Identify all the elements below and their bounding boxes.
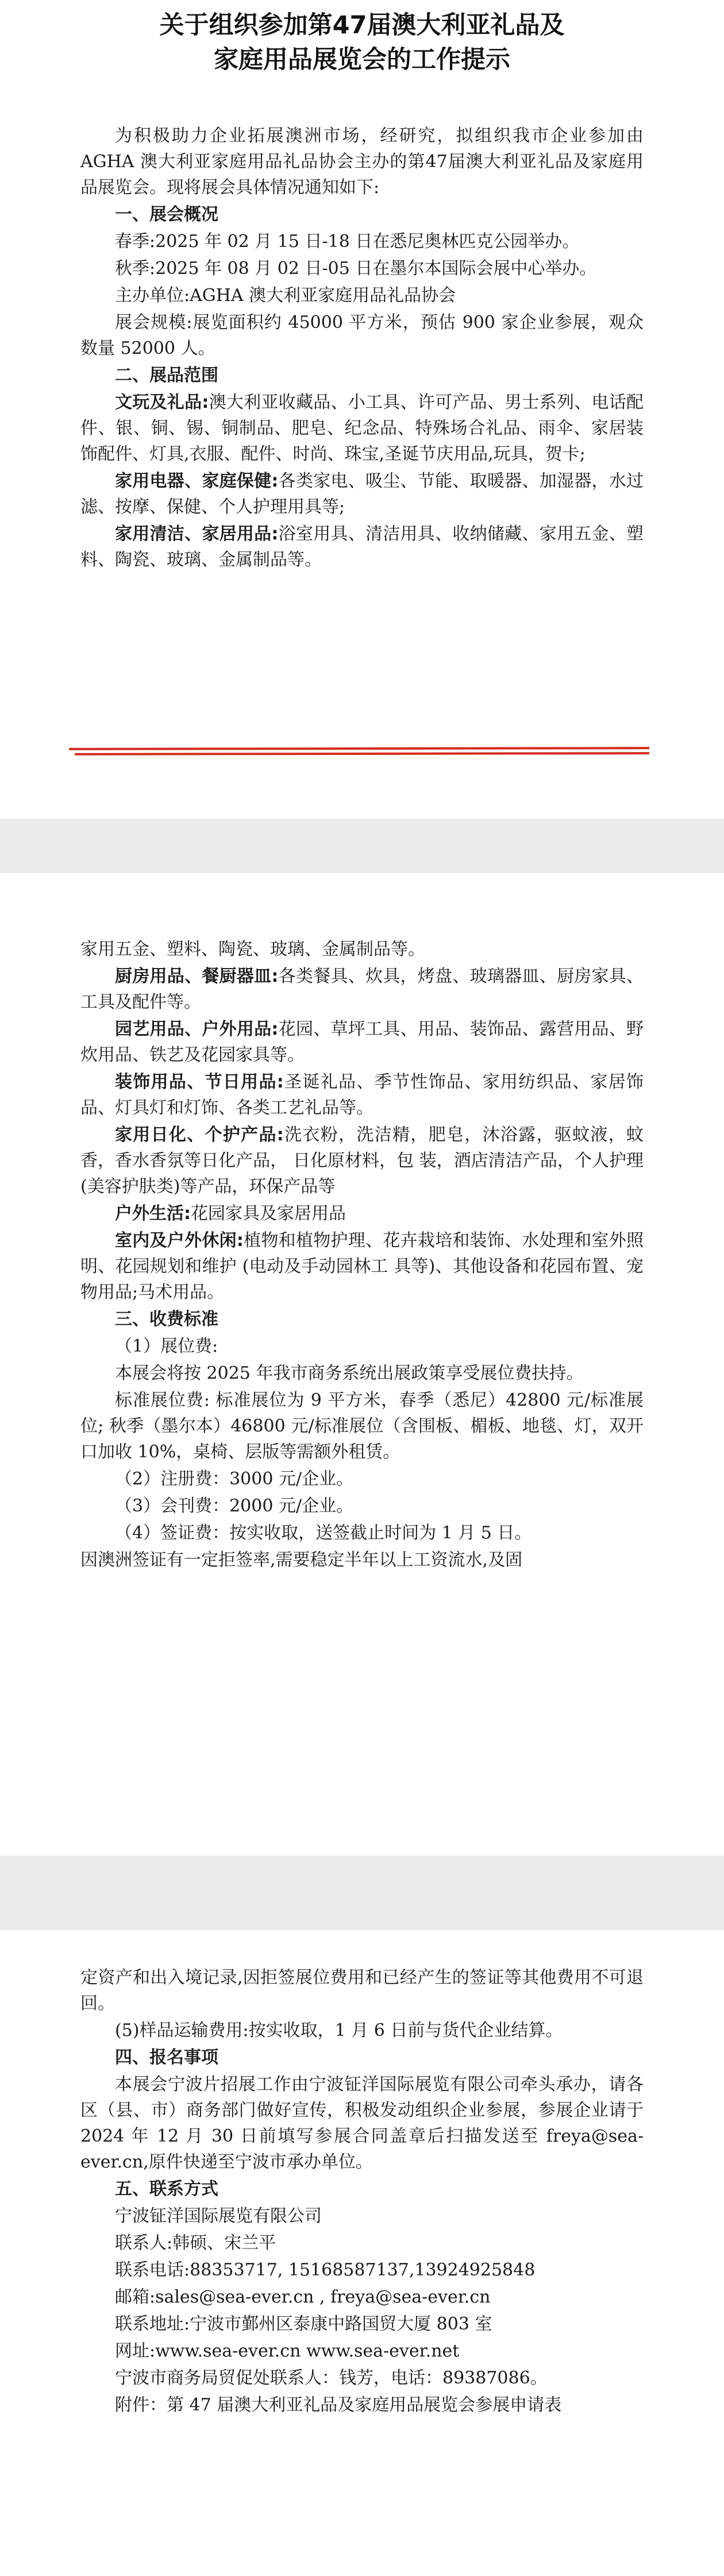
- exhibit-label: 家用清洁、家居用品:: [115, 524, 279, 544]
- registration-text: 本展会宁波片招展工作由宁波钲洋国际展览有限公司牵头承办，请各区（县、市）商务部门做好宣传，积极发动组织企业参展，参展企业请于 2024 年 12 月 30 日前填写参展合同盖章后扫描发送至 freya@sea-ever.cn,原件快递至宁波市承办单位。: [80, 2074, 644, 2172]
- document-page-1: [0, 0, 724, 819]
- visa-fee-continued: 因澳洲签证有一定拒签率,需要稳定半年以上工资流水,及固: [80, 1550, 523, 1570]
- section-3-heading: 三、收费标准: [115, 1309, 218, 1329]
- standard-booth-text: 标准展位费: 标准展位为 9 平方米，春季（悉尼）42800 元/标准展位; 秋季（墨尔本）46800 元/标准展位（含围板、楣板、地毯、灯，双开口加收 10%，桌椅、层版等需额外租赁。: [80, 1390, 644, 1462]
- exhibit-text: 浴室用具、清洁用具、收纳储藏、家用五金、塑料、陶瓷、玻璃、金属制品等。: [80, 524, 644, 570]
- exhibit-item: [80, 1122, 644, 1200]
- exhibit-label: 户外生活:: [115, 1204, 191, 1224]
- exhibit-label: 室内及户外休闲:: [115, 1231, 244, 1251]
- exhibit-text: 植物和植物护理、花卉栽培和装饰、水处理和室外照明、花园规划和维护 (电动及手动园林工 具等)、其他设备和花园布置、宠物用品;马术用品。: [80, 1231, 644, 1302]
- spring-text: 2025 年 02 月 15 日-18 日在悉尼奥林匹克公园举办。: [155, 232, 580, 252]
- page-gap: [0, 1856, 724, 1930]
- publication-fee: （3）会刊费：2000 元/企业。: [115, 1496, 354, 1516]
- exhibit-label: 文玩及礼品:: [115, 392, 209, 412]
- exhibit-text: 各类家电、吸尘、节能、取暖器、加湿器，水过滤、按摩、保健、个人护理用具等;: [80, 471, 644, 517]
- exhibit-text: 花园、草坪工具、用品、装饰品、露营用品、野炊用品、铁艺及花园家具等。: [80, 1019, 644, 1065]
- exhibit-item: [80, 468, 644, 520]
- exhibit-label: 装饰用品、节日用品:: [115, 1072, 284, 1092]
- section-1-heading: 一、展会概况: [115, 205, 218, 225]
- title-line-1: 关于组织参加第47届澳大利亚礼品及: [159, 11, 565, 40]
- red-divider-rule: [69, 747, 649, 758]
- intro-paragraph: 为积极助力企业拓展澳洲市场，经研究，拟组织我市企业参加由 AGHA 澳大利亚家庭用品礼品协会主办的第47届澳大利亚礼品及家庭用品展览会。现将展会具体情况通知如下:: [80, 126, 644, 198]
- document-title: [80, 8, 644, 77]
- attachment-note: 附件：第 47 届澳大利亚礼品及家庭用品展览会参展申请表: [115, 2395, 562, 2415]
- exhibit-text: 圣诞礼品、季节性饰品、家用纺织品、家居饰品、灯具灯和灯饰、各类工艺礼品等。: [80, 1072, 644, 1118]
- contact-phone: 联系电话:88353717, 15168587137,13924925848: [115, 2260, 536, 2280]
- shipping-fee: (5)样品运输费用:按实收取，1 月 6 日前与货代企业结算。: [115, 2020, 563, 2041]
- exhibit-item: [80, 1228, 644, 1305]
- booth-fee-text: 本展会将按 2025 年我市商务系统出展政策享受展位费扶持。: [115, 1363, 584, 1383]
- continued-text: 定资产和出入境记录,因拒签展位费用和已经产生的签证等其他费用不可退回。: [80, 1968, 644, 2014]
- registration-fee: （2）注册费：3000 元/企业。: [115, 1469, 354, 1489]
- organizer-paragraph: [80, 283, 644, 308]
- exhibit-item: [80, 1069, 644, 1121]
- exhibit-text: 花园家具及家居用品: [191, 1204, 346, 1224]
- contact-persons: 联系人:韩硕、宋兰平: [115, 2233, 276, 2253]
- booth-fee-heading: （1）展位费:: [115, 1336, 218, 1356]
- continued-text: 家用五金、塑料、陶瓷、玻璃、金属制品等。: [80, 939, 425, 959]
- spring-label: 春季:: [115, 232, 156, 252]
- organizer-label: 主办单位:: [115, 286, 190, 306]
- scale-label: 展会规模:: [115, 313, 192, 333]
- scale-paragraph: [80, 310, 644, 361]
- exhibit-label: 家用日化、个护产品:: [115, 1125, 284, 1145]
- exhibit-text: 各类餐具、炊具，烤盘、玻璃器皿、厨房家具、工具及配件等。: [80, 966, 644, 1012]
- exhibit-text: 澳大利亚收藏品、小工具、许可产品、男士系列、电话配件、银、铜、锡、铜制品、肥皂、纪念品、特殊场合礼品、雨伞、家居装饰配件、灯具,衣服、配件、时尚、珠宝,圣诞节庆用品,玩具，贺卡;: [80, 392, 644, 464]
- organizer-text: AGHA 澳大利亚家庭用品礼品协会: [190, 286, 456, 306]
- scale-text: 展览面积约 45000 平方米，预估 900 家企业参展，观众数量 52000 人。: [80, 313, 644, 358]
- autumn-text: 2025 年 08 月 02 日-05 日在墨尔本国际会展中心举办。: [155, 259, 597, 279]
- contact-email: 邮箱:sales@sea-ever.cn , freya@sea-ever.cn: [115, 2287, 491, 2307]
- section-5-heading: 五、联系方式: [115, 2179, 218, 2199]
- exhibit-label: 园艺用品、户外用品:: [115, 1019, 279, 1039]
- section-4-heading: 四、报名事项: [115, 2047, 218, 2068]
- exhibit-item: [80, 521, 644, 570]
- company-name: 宁波钲洋国际展览有限公司: [115, 2206, 322, 2226]
- exhibit-label: 家用电器、家庭保健:: [115, 471, 279, 491]
- bureau-contact: 宁波市商务局贸促处联系人：钱芳，电话：89387086。: [115, 2368, 548, 2388]
- page-gap: [0, 819, 724, 873]
- exhibit-item: [80, 963, 644, 1015]
- exhibit-text: 洗衣粉，洗洁精，肥皂，沐浴露，驱蚊液，蚊香，香水香氛等日化产品， 日化原材料，包 装，酒店清洁产品，个人护理 (美容护肤类)等产品，环保产品等: [80, 1125, 644, 1197]
- document-page-3: [0, 1930, 724, 2576]
- section-2-heading: 二、展品范围: [115, 365, 218, 385]
- contact-address: 联系地址:宁波市鄞州区泰康中路国贸大厦 803 室: [115, 2314, 492, 2334]
- exhibit-item: [80, 1201, 644, 1227]
- autumn-label: 秋季:: [115, 259, 156, 279]
- visa-fee: （4）签证费：按实收取，送签截止时间为 1 月 5 日。: [115, 1523, 532, 1543]
- exhibit-item: [80, 1016, 644, 1068]
- title-line-2: 家庭用品展览会的工作提示: [214, 45, 510, 74]
- document-page-2: [0, 873, 724, 1856]
- exhibit-label: 厨房用品、餐厨器皿:: [115, 966, 279, 986]
- spring-paragraph: [80, 229, 644, 254]
- autumn-paragraph: [80, 256, 644, 281]
- contact-website: 网址:www.sea-ever.cn www.sea-ever.net: [115, 2341, 460, 2361]
- exhibit-item: [80, 390, 644, 467]
